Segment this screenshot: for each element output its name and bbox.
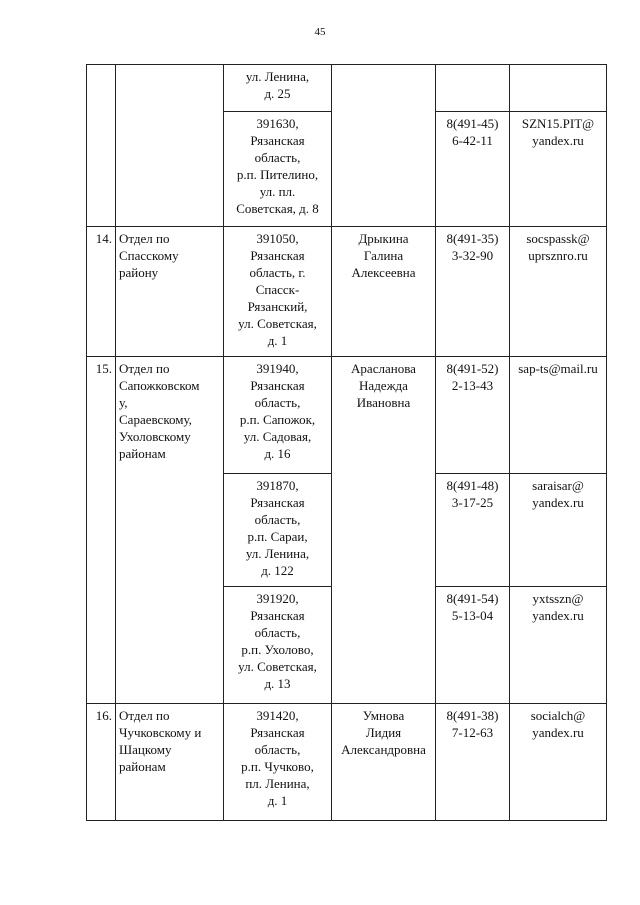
text-line: SZN15.PIT@ [521,116,595,131]
text-line: Рязанская [250,248,305,263]
address-cell [224,474,332,587]
text-line: 391420, [256,708,299,723]
text-line: у, [119,395,128,410]
text-line: Рязанская [250,378,305,393]
text-line: sap-ts@mail.ru [518,361,598,376]
text-line: область, [254,625,301,640]
address-cell [224,112,332,227]
phone-cell [436,65,510,112]
row-number: 15. [95,361,112,376]
text-line: Спасск- [255,282,300,297]
text-line: д. 122 [261,563,294,578]
table-row [87,65,607,112]
text-line: 8(491-45) [446,116,499,131]
text-line: р.п. Сараи, [247,529,308,544]
head-name-cell [332,227,436,357]
address-cell [224,65,332,112]
text-line: 8(491-35) [446,231,499,246]
text-line: yandex.ru [532,725,584,740]
text-line: Отдел по [119,708,170,723]
text-line: 391940, [256,361,299,376]
text-line: область, [254,742,301,757]
table-row [87,227,607,357]
text-line: ул. Ленина, [245,546,310,561]
phone-cell [436,227,510,357]
table-body [87,65,607,821]
text-line: 2-13-43 [451,378,494,393]
text-line: 391870, [256,478,299,493]
phone-cell [436,704,510,821]
text-line: Рязанская [250,495,305,510]
text-line: д. 13 [264,676,291,691]
text-line: Рязанский, [247,299,308,314]
address-cell [224,587,332,704]
text-line: yandex.ru [532,133,584,148]
email-cell [510,112,607,227]
text-line: 3-17-25 [451,495,494,510]
text-line: socspassk@ [526,231,590,246]
text-line: р.п. Сапожок, [239,412,316,427]
text-line: Умнова [362,708,405,723]
text-line: yxtsszn@ [532,591,584,606]
text-line: saraisar@ [532,478,584,493]
text-line: районам [119,446,166,461]
text-line: 8(491-52) [446,361,499,376]
head-name-cell [332,704,436,821]
email-cell [510,65,607,112]
address-cell [224,227,332,357]
text-line: Арасланова [351,361,416,376]
text-line: р.п. Ухолово, [241,642,314,657]
row-number: 16. [95,708,112,723]
text-line: Рязанская [250,608,305,623]
text-line: д. 1 [267,793,288,808]
row-number: 14. [95,231,112,246]
text-line: Сапожковском [119,378,200,393]
text-line: 5-13-04 [451,608,494,623]
row-number-cell [87,357,116,704]
text-line: д. 1 [267,333,288,348]
department-name-cell [116,704,224,821]
text-line: 8(491-38) [446,708,499,723]
table-row [87,704,607,821]
email-cell [510,357,607,474]
row-number-cell [87,704,116,821]
row-number-cell [87,227,116,357]
table-row [87,357,607,474]
page-number: 45 [314,26,326,38]
phone-cell [436,474,510,587]
text-line: 391050, [256,231,299,246]
text-line: Ухоловскому [119,429,191,444]
text-line: ул. Советская, [238,316,317,331]
text-line: Спасскому [119,248,179,263]
text-line: Сараевскому, [119,412,192,427]
text-line: Надежда [359,378,408,393]
phone-cell [436,112,510,227]
text-line: районам [119,759,166,774]
head-name-cell [332,357,436,704]
text-line: область, [254,150,301,165]
head-name-cell [332,65,436,227]
text-line: Лидия [365,725,402,740]
text-line: 391920, [256,591,299,606]
text-line: Ивановна [356,395,411,410]
text-line: 7-12-63 [451,725,494,740]
text-line: Отдел по [119,361,170,376]
text-line: Чучковскому и [119,725,202,740]
text-line: ул. Садовая, [243,429,312,444]
department-name-cell [116,357,224,704]
text-line: Отдел по [119,231,170,246]
text-line: 391630, [256,116,299,131]
text-line: д. 16 [264,446,291,461]
text-line: Галина [363,248,404,263]
text-line: Рязанская [250,133,305,148]
text-line: р.п. Пителино, [236,167,319,182]
text-line: область, [254,512,301,527]
text-line: ул. Ленина, [245,69,310,84]
text-line: району [119,265,159,280]
text-line: Шацкому [119,742,172,757]
department-name-cell [116,227,224,357]
text-line: 8(491-48) [446,478,499,493]
text-line: д. 25 [264,86,291,101]
text-line: socialch@ [530,708,586,723]
address-cell [224,357,332,474]
text-line: 3-32-90 [451,248,494,263]
phone-cell [436,357,510,474]
text-line: uprsznro.ru [528,248,588,263]
text-line: Алексеевна [351,265,416,280]
text-line: Советская, д. 8 [236,201,319,216]
text-line: yandex.ru [532,608,584,623]
department-name-cell [116,65,224,227]
text-line: Александровна [341,742,426,757]
text-line: область, г. [249,265,306,280]
email-cell [510,587,607,704]
text-line: Дрыкина [358,231,409,246]
text-line: р.п. Чучково, [241,759,314,774]
text-line: 6-42-11 [452,133,493,148]
text-line: 8(491-54) [446,591,499,606]
email-cell [510,227,607,357]
text-line: yandex.ru [532,495,584,510]
email-cell [510,704,607,821]
departments-table [86,64,607,821]
row-number-cell [87,65,116,227]
email-cell [510,474,607,587]
text-line: область, [254,395,301,410]
text-line: Рязанская [250,725,305,740]
text-line: ул. пл. [259,184,296,199]
text-line: пл. Ленина, [245,776,310,791]
address-cell [224,704,332,821]
text-line: ул. Советская, [238,659,317,674]
phone-cell [436,587,510,704]
